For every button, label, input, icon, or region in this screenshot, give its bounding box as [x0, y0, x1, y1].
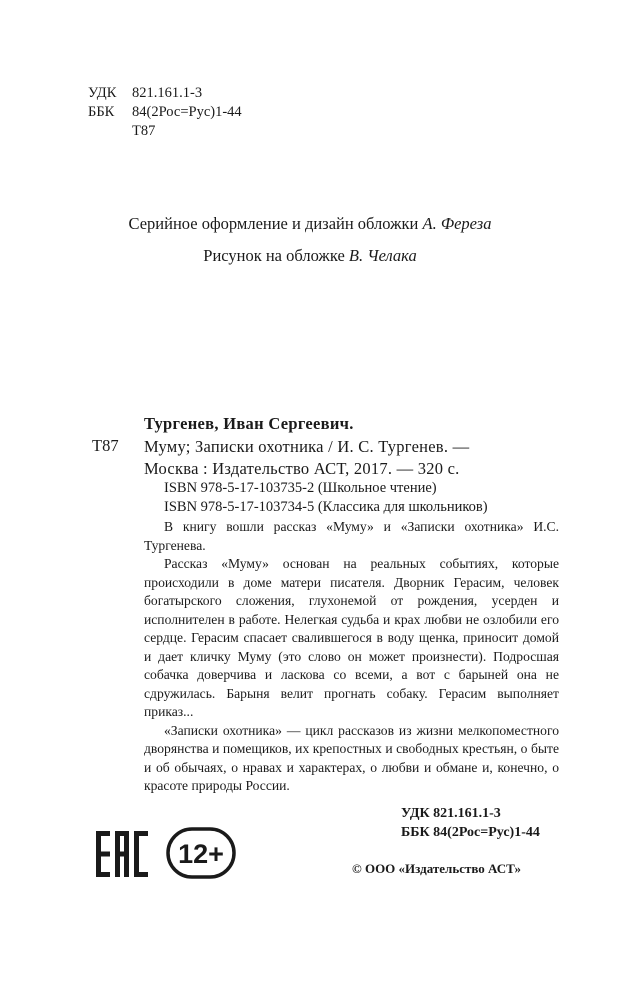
- code-value: 84(2Рос=Рус)1-44: [132, 104, 242, 120]
- code-value: 821.161.1-3: [132, 85, 203, 101]
- classification-codes-top: [88, 84, 242, 141]
- bbk-row: [88, 103, 242, 122]
- author-heading: Тургенев, Иван Сергеевич.: [144, 414, 354, 433]
- copyright-notice: © ООО «Издательство АСТ»: [352, 861, 522, 876]
- credit-name: А. Фереза: [422, 214, 492, 233]
- annotation: [144, 518, 559, 796]
- author-mark-row: [88, 122, 242, 141]
- credit-name: В. Челака: [348, 246, 417, 265]
- annotation-paragraph: «Записки охотника» — цикл рассказов из жизни мелкопоместного дворянства и помещиков, их крепостных и свободных крестьян, о быте и об обычаях, о нравах и характерах, о любви и обмане и, конечно, о красоте природы России.: [144, 722, 559, 793]
- annotation-paragraph: Рассказ «Муму» основан на реальных событиях, которые происходили в доме матери писателя. Дворник Герасим, человек богатырского сложения, глухонемой от рождения, усерден и исполнителен в работе. Нелегкая судьба и крах любви не озлобили его сердце. Герасим спасает свалившегося в воду щенка, приносит домой и дает кличку Муму (это слово он может произнести). Подросшая собачка доверчива и ласкова со всеми, а вот с барыней она не сдружилась. Барыня велит прогнать собаку. Герасим выполняет приказ...: [144, 556, 559, 719]
- code-value: Т87: [132, 123, 156, 139]
- udc-code: УДК 821.161.1-3: [401, 806, 501, 821]
- bibliographic-description: [144, 436, 469, 480]
- bib-line: Муму; Записки охотника / И. С. Тургенев. —: [144, 437, 470, 456]
- code-key: ББК: [88, 104, 115, 120]
- isbn-list: [164, 479, 488, 516]
- age-rating-text: 12+: [178, 839, 224, 869]
- isbn-line: ISBN 978-5-17-103734-5 (Классика для школьников): [164, 498, 488, 515]
- credit-text: Рисунок на обложке: [203, 246, 349, 265]
- bib-line: Москва : Издательство АСТ, 2017. — 320 с.: [144, 459, 460, 478]
- bbk-code: ББК 84(2Рос=Рус)1-44: [401, 824, 540, 840]
- code-key: УДК: [88, 85, 117, 101]
- credit-text: Серийное оформление и дизайн обложки: [128, 214, 423, 233]
- isbn-line: ISBN 978-5-17-103735-2 (Школьное чтение): [164, 480, 437, 496]
- age-rating-badge: [166, 827, 236, 879]
- shelf-mark: Т87: [92, 436, 119, 455]
- udc-row: [88, 84, 242, 103]
- cover-design-credit: [0, 214, 620, 234]
- cover-illustration-credit: [0, 246, 620, 266]
- annotation-paragraph: В книгу вошли рассказ «Муму» и «Записки охотника» И.С. Тургенева.: [144, 519, 559, 553]
- classification-codes-bottom: [401, 805, 540, 842]
- code-key: [88, 122, 132, 141]
- eac-mark-icon: [96, 828, 148, 880]
